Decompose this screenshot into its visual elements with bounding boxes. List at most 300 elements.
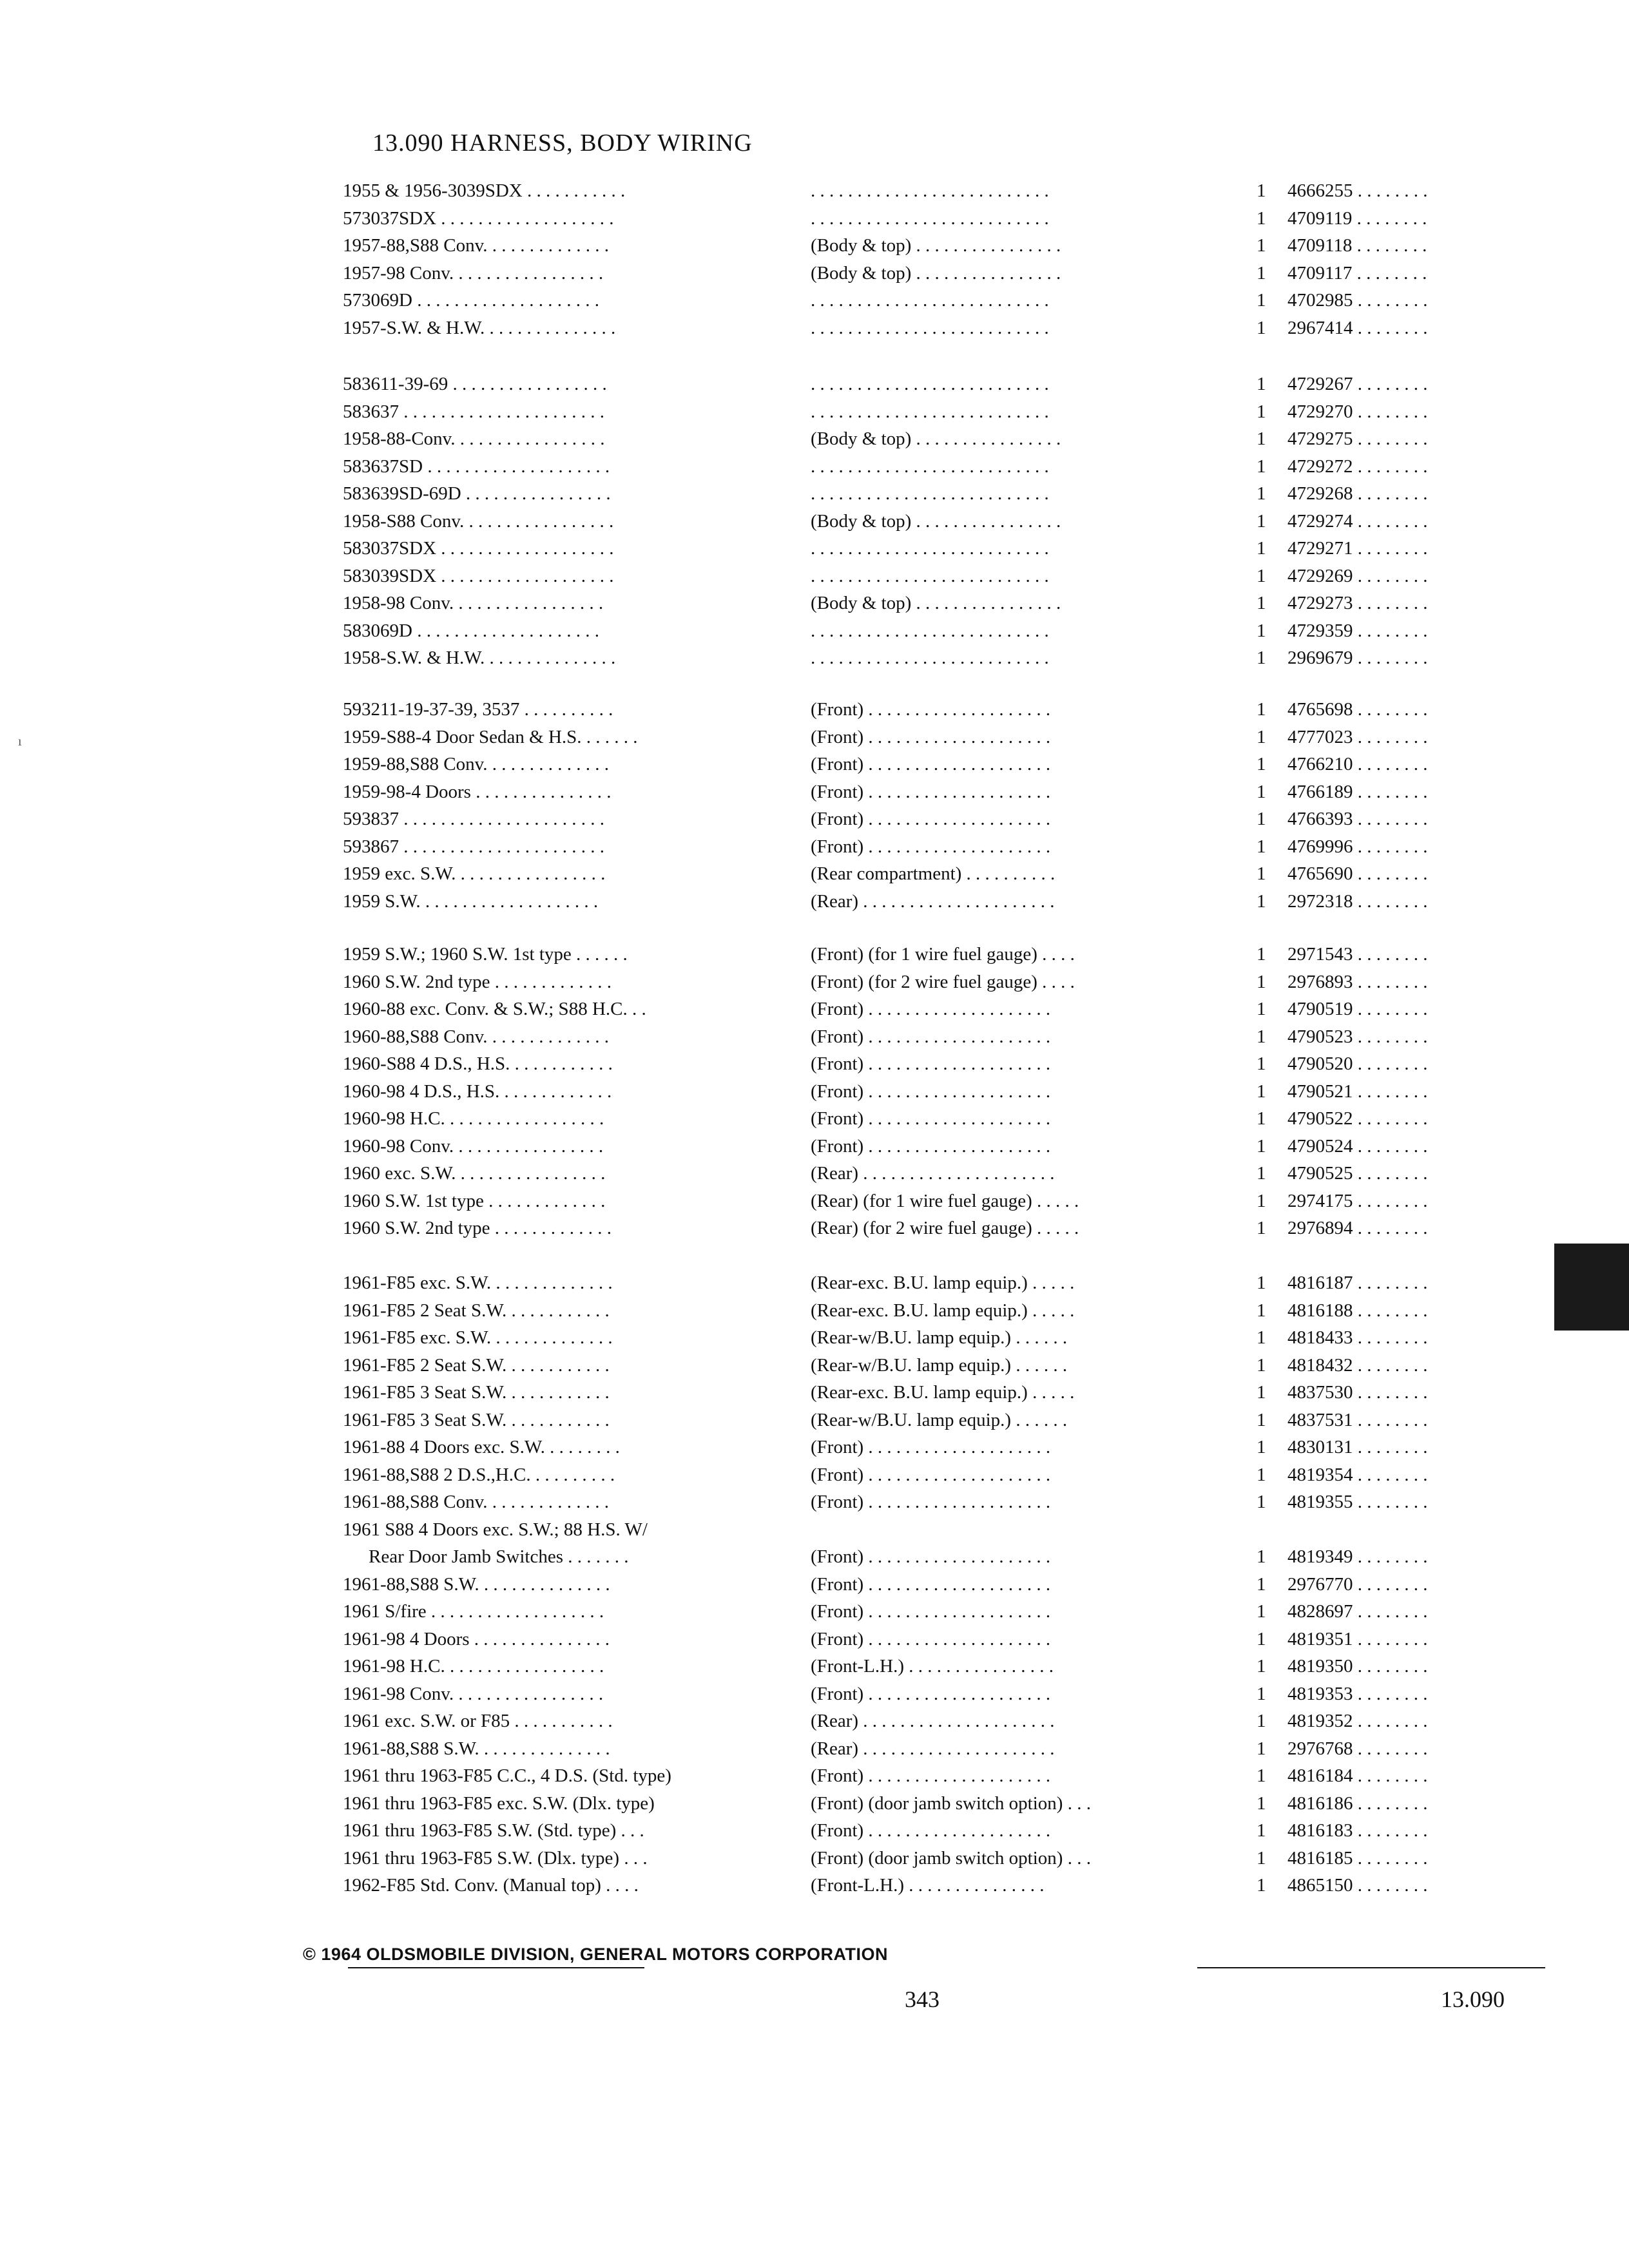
part-number: 4729267 . . . . . . . . <box>1287 374 1428 394</box>
model-description: 1957-88,S88 Conv. . . . . . . . . . . . . . <box>343 235 609 256</box>
quantity: 1 <box>1257 1108 1266 1129</box>
part-number: 4790522 . . . . . . . . <box>1287 1108 1428 1129</box>
table-row <box>343 1053 1541 1081</box>
part-number: 2969679 . . . . . . . . <box>1287 648 1428 668</box>
location-note: . . . . . . . . . . . . . . . . . . . . . . . . . . <box>811 207 1049 229</box>
location-note: (Body & top) . . . . . . . . . . . . . . . . <box>811 428 1061 449</box>
model-description: 1961-98 H.C. . . . . . . . . . . . . . . . . . <box>343 1656 604 1677</box>
page-number: 343 <box>905 1986 940 2012</box>
table-row <box>343 836 1541 864</box>
location-note: (Front) . . . . . . . . . . . . . . . . . . . . <box>811 1464 1051 1485</box>
part-number: 4819352 . . . . . . . . <box>1287 1711 1428 1731</box>
location-note: (Rear) (for 1 wire fuel gauge) . . . . . <box>811 1190 1079 1211</box>
model-description: 1959-S88-4 Door Sedan & H.S. . . . . . . <box>343 726 638 747</box>
table-row <box>343 208 1541 236</box>
location-note: (Front) . . . . . . . . . . . . . . . . . . . . <box>811 1108 1051 1129</box>
table-row <box>343 290 1541 318</box>
model-description: 1961-88,S88 Conv. . . . . . . . . . . . . . <box>343 1492 609 1512</box>
model-description: 1961 exc. S.W. or F85 . . . . . . . . . . . <box>343 1711 613 1731</box>
table-row <box>343 754 1541 782</box>
model-description: 1960 S.W. 2nd type . . . . . . . . . . . . . <box>343 971 612 992</box>
model-description: 1958-98 Conv. . . . . . . . . . . . . . . . . <box>343 593 604 613</box>
model-description: 583037SDX . . . . . . . . . . . . . . . . . . . <box>343 538 614 559</box>
part-number: 4790520 . . . . . . . . <box>1287 1053 1428 1074</box>
part-number: 4819349 . . . . . . . . <box>1287 1546 1428 1567</box>
part-number: 4816186 . . . . . . . . <box>1287 1792 1428 1814</box>
table-row <box>343 972 1541 999</box>
location-note: (Body & top) . . . . . . . . . . . . . . . . <box>811 235 1061 256</box>
model-description: 583611-39-69 . . . . . . . . . . . . . . . . . <box>343 374 607 394</box>
parts-group <box>343 374 1541 675</box>
table-row <box>343 1191 1541 1218</box>
quantity: 1 <box>1257 401 1266 422</box>
quantity: 1 <box>1257 235 1266 256</box>
model-description: 1960-98 H.C. . . . . . . . . . . . . . . . . . <box>343 1108 604 1129</box>
part-number: 2976770 . . . . . . . . <box>1287 1573 1428 1595</box>
quantity: 1 <box>1257 1601 1266 1622</box>
location-note: . . . . . . . . . . . . . . . . . . . . . . . . . . <box>811 456 1049 477</box>
part-number: 4729275 . . . . . . . . <box>1287 428 1428 449</box>
location-note: (Front) . . . . . . . . . . . . . . . . . . . . <box>811 1026 1051 1047</box>
part-number: 4790525 . . . . . . . . <box>1287 1163 1428 1184</box>
quantity: 1 <box>1257 290 1266 311</box>
part-number: 4729359 . . . . . . . . <box>1287 620 1428 641</box>
table-row <box>343 863 1541 891</box>
model-description: 593211-19-37-39, 3537 . . . . . . . . . . <box>343 699 613 720</box>
table-row <box>343 1382 1541 1410</box>
part-number: 4819355 . . . . . . . . <box>1287 1492 1428 1512</box>
quantity: 1 <box>1257 262 1266 284</box>
part-number: 4709119 . . . . . . . . <box>1287 207 1427 229</box>
model-description: 1961-F85 2 Seat S.W. . . . . . . . . . . . <box>343 1354 610 1376</box>
model-description: 1961 thru 1963-F85 exc. S.W. (Dlx. type) <box>343 1792 655 1814</box>
quantity: 1 <box>1257 1546 1266 1567</box>
location-note: (Rear) . . . . . . . . . . . . . . . . . . . . . <box>811 1738 1055 1759</box>
quantity: 1 <box>1257 374 1266 394</box>
quantity: 1 <box>1257 565 1266 586</box>
quantity: 1 <box>1257 620 1266 641</box>
parts-group <box>343 1273 1541 1903</box>
part-number: 4709118 . . . . . . . . <box>1287 235 1427 256</box>
model-description: 1960 exc. S.W. . . . . . . . . . . . . . . . . <box>343 1163 606 1184</box>
location-note: (Front) . . . . . . . . . . . . . . . . . . . . <box>811 1437 1051 1457</box>
table-row <box>343 620 1541 648</box>
quantity: 1 <box>1257 1053 1266 1074</box>
table-row <box>343 648 1541 675</box>
part-number: 4769996 . . . . . . . . <box>1287 836 1428 857</box>
quantity: 1 <box>1257 809 1266 829</box>
quantity: 1 <box>1257 317 1266 338</box>
location-note: (Front) . . . . . . . . . . . . . . . . . . . . <box>811 1573 1051 1595</box>
quantity: 1 <box>1257 648 1266 668</box>
part-number: 4766393 . . . . . . . . <box>1287 809 1428 829</box>
quantity: 1 <box>1257 699 1266 720</box>
quantity: 1 <box>1257 1738 1266 1759</box>
quantity: 1 <box>1257 999 1266 1019</box>
table-row <box>343 538 1541 566</box>
location-note: (Front) . . . . . . . . . . . . . . . . . . . . <box>811 1135 1051 1157</box>
table-row <box>343 483 1541 511</box>
table-row <box>343 1546 1541 1574</box>
part-number: 2976768 . . . . . . . . <box>1287 1738 1428 1759</box>
location-note: . . . . . . . . . . . . . . . . . . . . . . . . . . <box>811 290 1049 311</box>
quantity: 1 <box>1257 1026 1266 1047</box>
part-number: 4828697 . . . . . . . . <box>1287 1601 1428 1622</box>
location-note: (Front) . . . . . . . . . . . . . . . . . . . . <box>811 1683 1051 1704</box>
model-description: 1960-98 4 D.S., H.S. . . . . . . . . . . . . <box>343 1081 612 1102</box>
part-number: 2971543 . . . . . . . . <box>1287 944 1428 965</box>
location-note: (Front) . . . . . . . . . . . . . . . . . . . . <box>811 1492 1051 1512</box>
table-row <box>343 1875 1541 1903</box>
part-number: 4765690 . . . . . . . . <box>1287 863 1428 884</box>
table-row <box>343 593 1541 620</box>
model-description: 1961-F85 exc. S.W. . . . . . . . . . . . . . <box>343 1327 613 1348</box>
table-row <box>343 1437 1541 1465</box>
model-description: 1960 S.W. 2nd type . . . . . . . . . . . . . <box>343 1218 612 1238</box>
part-number: 4818432 . . . . . . . . <box>1287 1354 1428 1376</box>
quantity: 1 <box>1257 456 1266 477</box>
part-number: 4729273 . . . . . . . . <box>1287 593 1428 613</box>
quantity: 1 <box>1257 180 1266 201</box>
table-row <box>343 1793 1541 1821</box>
table-row <box>343 1848 1541 1876</box>
model-description: 583637 . . . . . . . . . . . . . . . . . . . . . . <box>343 401 604 422</box>
model-description: 1958-S.W. & H.W. . . . . . . . . . . . . . . <box>343 648 616 668</box>
quantity: 1 <box>1257 863 1266 884</box>
quantity: 1 <box>1257 538 1266 559</box>
part-number: 4709117 . . . . . . . . <box>1287 262 1427 284</box>
model-description: 1960-88,S88 Conv. . . . . . . . . . . . . . <box>343 1026 609 1047</box>
quantity: 1 <box>1257 1464 1266 1485</box>
table-row <box>343 1300 1541 1328</box>
part-number: 4837530 . . . . . . . . <box>1287 1382 1428 1403</box>
model-description: 1955 & 1956-3039SDX . . . . . . . . . . . <box>343 180 626 201</box>
model-description: 1957-S.W. & H.W. . . . . . . . . . . . . . . <box>343 317 616 338</box>
parts-group <box>343 944 1541 1245</box>
model-description: 1961-88,S88 S.W. . . . . . . . . . . . . . . <box>343 1573 610 1595</box>
table-row <box>343 1711 1541 1738</box>
location-note: (Rear) . . . . . . . . . . . . . . . . . . . . . <box>811 1711 1055 1731</box>
model-description: 1961 thru 1963-F85 C.C., 4 D.S. (Std. type) <box>343 1765 671 1786</box>
quantity: 1 <box>1257 781 1266 802</box>
model-description: 1961-F85 3 Seat S.W. . . . . . . . . . . . <box>343 1409 610 1430</box>
quantity: 1 <box>1257 1765 1266 1786</box>
table-row <box>343 263 1541 291</box>
model-description: 1959 exc. S.W. . . . . . . . . . . . . . . . . <box>343 863 606 884</box>
table-row <box>343 456 1541 484</box>
location-note: (Rear-w/B.U. lamp equip.) . . . . . . <box>811 1354 1068 1376</box>
table-row <box>343 1820 1541 1848</box>
location-note: (Body & top) . . . . . . . . . . . . . . . . <box>811 593 1061 613</box>
table-row <box>343 1108 1541 1136</box>
location-note: (Front) . . . . . . . . . . . . . . . . . . . . <box>811 999 1051 1019</box>
quantity: 1 <box>1257 1820 1266 1841</box>
table-row <box>343 428 1541 456</box>
table-row <box>343 1355 1541 1383</box>
model-description: 1961-88,S88 2 D.S.,H.C. . . . . . . . . . <box>343 1464 615 1485</box>
table-row <box>343 944 1541 972</box>
part-number: 4702985 . . . . . . . . <box>1287 290 1428 311</box>
table-row <box>343 401 1541 429</box>
location-note: (Front) . . . . . . . . . . . . . . . . . . . . <box>811 836 1051 857</box>
part-number: 2967414 . . . . . . . . <box>1287 317 1428 338</box>
quantity: 1 <box>1257 510 1266 532</box>
section-thumb-tab <box>1554 1244 1629 1331</box>
model-description: 573037SDX . . . . . . . . . . . . . . . . . . . <box>343 207 614 229</box>
footer-rule-left <box>348 1967 644 1968</box>
location-note: . . . . . . . . . . . . . . . . . . . . . . . . . . <box>811 317 1049 338</box>
table-row <box>343 1081 1541 1109</box>
location-note: . . . . . . . . . . . . . . . . . . . . . . . . . . <box>811 648 1049 668</box>
model-description: 573069D . . . . . . . . . . . . . . . . . . . . <box>343 290 599 311</box>
table-row <box>343 1656 1541 1684</box>
location-note: . . . . . . . . . . . . . . . . . . . . . . . . . . <box>811 620 1049 641</box>
table-row <box>343 1492 1541 1519</box>
section-code: 13.090 <box>1441 1986 1505 2012</box>
location-note: (Rear-exc. B.U. lamp equip.) . . . . . <box>811 1273 1075 1293</box>
quantity: 1 <box>1257 1847 1266 1869</box>
table-row <box>343 1410 1541 1437</box>
quantity: 1 <box>1257 944 1266 965</box>
model-description: 1962-F85 Std. Conv. (Manual top) . . . . <box>343 1875 639 1896</box>
quantity: 1 <box>1257 1656 1266 1677</box>
part-number: 4818433 . . . . . . . . <box>1287 1327 1428 1348</box>
location-note: (Front) . . . . . . . . . . . . . . . . . . . . <box>811 1546 1051 1567</box>
table-row <box>343 180 1541 208</box>
footer-rule-right <box>1197 1967 1545 1968</box>
model-description: 1960-98 Conv. . . . . . . . . . . . . . . . . <box>343 1135 604 1157</box>
model-description: 1959 S.W.; 1960 S.W. 1st type . . . . . . <box>343 944 628 965</box>
model-description: 1961 thru 1963-F85 S.W. (Dlx. type) . . . <box>343 1847 648 1869</box>
quantity: 1 <box>1257 428 1266 449</box>
part-number: 4790521 . . . . . . . . <box>1287 1081 1428 1102</box>
quantity: 1 <box>1257 1437 1266 1457</box>
model-description: 1961 S/fire . . . . . . . . . . . . . . . . . . . <box>343 1601 604 1622</box>
part-number: 4666255 . . . . . . . . <box>1287 180 1428 201</box>
part-number: 4865150 . . . . . . . . <box>1287 1875 1428 1896</box>
quantity: 1 <box>1257 1135 1266 1157</box>
table-row <box>343 1163 1541 1191</box>
model-description: 1958-S88 Conv. . . . . . . . . . . . . . . . . <box>343 510 614 532</box>
quantity: 1 <box>1257 971 1266 992</box>
table-row <box>343 1273 1541 1300</box>
table-row <box>343 1574 1541 1602</box>
table-row <box>343 235 1541 263</box>
location-note: (Front) . . . . . . . . . . . . . . . . . . . . <box>811 1628 1051 1649</box>
location-note: (Front) (door jamb switch option) . . . <box>811 1792 1091 1814</box>
table-row <box>343 1601 1541 1629</box>
margin-mark: ı <box>18 735 22 749</box>
model-description: 1961-F85 3 Seat S.W. . . . . . . . . . . . <box>343 1382 610 1403</box>
location-note: (Front) (for 2 wire fuel gauge) . . . . <box>811 971 1075 992</box>
location-note: (Rear) . . . . . . . . . . . . . . . . . . . . . <box>811 890 1055 912</box>
table-row <box>343 1465 1541 1492</box>
model-description: 1961-98 Conv. . . . . . . . . . . . . . . . . <box>343 1683 604 1704</box>
table-row <box>343 1026 1541 1054</box>
table-row <box>343 511 1541 539</box>
model-description: 1961 thru 1963-F85 S.W. (Std. type) . . . <box>343 1820 644 1841</box>
model-description: 1960 S.W. 1st type . . . . . . . . . . . . . <box>343 1190 606 1211</box>
model-description: 1959-98-4 Doors . . . . . . . . . . . . . . . <box>343 781 612 802</box>
location-note: (Front) . . . . . . . . . . . . . . . . . . . . <box>811 726 1051 747</box>
model-description: 583637SD . . . . . . . . . . . . . . . . . . . . <box>343 456 610 477</box>
model-description: 1961-F85 exc. S.W. . . . . . . . . . . . . . <box>343 1273 613 1293</box>
model-description: 583639SD-69D . . . . . . . . . . . . . . . . <box>343 483 611 504</box>
model-description: 1960-S88 4 D.S., H.S. . . . . . . . . . . . <box>343 1053 613 1074</box>
model-description: 593867 . . . . . . . . . . . . . . . . . . . . . . <box>343 836 604 857</box>
part-number: 2976893 . . . . . . . . <box>1287 971 1428 992</box>
part-number: 4729272 . . . . . . . . <box>1287 456 1428 477</box>
table-row <box>343 374 1541 401</box>
part-number: 4766210 . . . . . . . . <box>1287 754 1428 774</box>
table-row <box>343 1327 1541 1355</box>
table-row <box>343 727 1541 754</box>
location-note: (Front) . . . . . . . . . . . . . . . . . . . . <box>811 1081 1051 1102</box>
part-number: 4837531 . . . . . . . . <box>1287 1409 1428 1430</box>
model-description: 1959-88,S88 Conv. . . . . . . . . . . . . . <box>343 754 609 774</box>
table-row <box>343 999 1541 1026</box>
location-note: . . . . . . . . . . . . . . . . . . . . . . . . . . <box>811 565 1049 586</box>
part-number: 4766189 . . . . . . . . <box>1287 781 1428 802</box>
part-number: 2976894 . . . . . . . . <box>1287 1218 1428 1238</box>
table-row <box>343 1738 1541 1766</box>
part-number: 4790519 . . . . . . . . <box>1287 999 1428 1019</box>
quantity: 1 <box>1257 207 1266 229</box>
part-number: 4729270 . . . . . . . . <box>1287 401 1428 422</box>
location-note: (Front) . . . . . . . . . . . . . . . . . . . . <box>811 699 1051 720</box>
location-note: (Rear-w/B.U. lamp equip.) . . . . . . <box>811 1327 1068 1348</box>
model-description: 1961-98 4 Doors . . . . . . . . . . . . . . . <box>343 1628 610 1649</box>
location-note: (Front) . . . . . . . . . . . . . . . . . . . . <box>811 1820 1051 1841</box>
location-note: (Front) . . . . . . . . . . . . . . . . . . . . <box>811 754 1051 774</box>
location-note: (Body & top) . . . . . . . . . . . . . . . . <box>811 510 1061 532</box>
part-number: 4819354 . . . . . . . . <box>1287 1464 1428 1485</box>
table-row <box>343 1218 1541 1245</box>
quantity: 1 <box>1257 836 1266 857</box>
model-description: 1961-88 4 Doors exc. S.W. . . . . . . . . <box>343 1437 620 1457</box>
part-number: 2974175 . . . . . . . . <box>1287 1190 1428 1211</box>
location-note: (Rear-w/B.U. lamp equip.) . . . . . . <box>811 1409 1068 1430</box>
table-row <box>343 318 1541 345</box>
part-number: 4819351 . . . . . . . . <box>1287 1628 1428 1649</box>
model-description: Rear Door Jamb Switches . . . . . . . <box>369 1546 629 1567</box>
part-number: 4819350 . . . . . . . . <box>1287 1656 1428 1677</box>
location-note: (Front) (door jamb switch option) . . . <box>811 1847 1091 1869</box>
quantity: 1 <box>1257 726 1266 747</box>
model-description: 1961-F85 2 Seat S.W. . . . . . . . . . . . <box>343 1300 610 1321</box>
model-description: 583039SDX . . . . . . . . . . . . . . . . . . . <box>343 565 614 586</box>
part-number: 4729274 . . . . . . . . <box>1287 510 1428 532</box>
part-number: 4777023 . . . . . . . . <box>1287 726 1428 747</box>
quantity: 1 <box>1257 1711 1266 1731</box>
location-note: (Front) . . . . . . . . . . . . . . . . . . . . <box>811 781 1051 802</box>
quantity: 1 <box>1257 1218 1266 1238</box>
part-number: 4816188 . . . . . . . . <box>1287 1300 1428 1321</box>
quantity: 1 <box>1257 1327 1266 1348</box>
model-description: 1961-88,S88 S.W. . . . . . . . . . . . . . . <box>343 1738 610 1759</box>
location-note: (Front) . . . . . . . . . . . . . . . . . . . . <box>811 1765 1051 1786</box>
part-number: 4729269 . . . . . . . . <box>1287 565 1428 586</box>
quantity: 1 <box>1257 593 1266 613</box>
location-note: . . . . . . . . . . . . . . . . . . . . . . . . . . <box>811 180 1049 201</box>
part-number: 4819353 . . . . . . . . <box>1287 1683 1428 1704</box>
model-description: 1957-98 Conv. . . . . . . . . . . . . . . . . <box>343 262 604 284</box>
quantity: 1 <box>1257 1190 1266 1211</box>
table-row <box>343 809 1541 836</box>
location-note: . . . . . . . . . . . . . . . . . . . . . . . . . . <box>811 538 1049 559</box>
part-number: 4729271 . . . . . . . . <box>1287 538 1428 559</box>
part-number: 4765698 . . . . . . . . <box>1287 699 1428 720</box>
table-row <box>343 1629 1541 1657</box>
location-note: (Front-L.H.) . . . . . . . . . . . . . . . <box>811 1875 1045 1896</box>
location-note: (Front) . . . . . . . . . . . . . . . . . . . . <box>811 1601 1051 1622</box>
location-note: (Rear compartment) . . . . . . . . . . <box>811 863 1055 884</box>
model-description: 593837 . . . . . . . . . . . . . . . . . . . . . . <box>343 809 604 829</box>
location-note: (Body & top) . . . . . . . . . . . . . . . . <box>811 262 1061 284</box>
location-note: . . . . . . . . . . . . . . . . . . . . . . . . . . <box>811 374 1049 394</box>
part-number: 4816187 . . . . . . . . <box>1287 1273 1428 1293</box>
table-row <box>343 1519 1541 1547</box>
table-row <box>343 566 1541 593</box>
quantity: 1 <box>1257 483 1266 504</box>
quantity: 1 <box>1257 1163 1266 1184</box>
table-row <box>343 1765 1541 1793</box>
parts-group <box>343 180 1541 345</box>
location-note: . . . . . . . . . . . . . . . . . . . . . . . . . . <box>811 401 1049 422</box>
part-number: 4816184 . . . . . . . . <box>1287 1765 1428 1786</box>
quantity: 1 <box>1257 1382 1266 1403</box>
location-note: . . . . . . . . . . . . . . . . . . . . . . . . . . <box>811 483 1049 504</box>
table-row <box>343 699 1541 727</box>
location-note: (Rear) . . . . . . . . . . . . . . . . . . . . . <box>811 1163 1055 1184</box>
table-row <box>343 891 1541 919</box>
quantity: 1 <box>1257 1683 1266 1704</box>
part-number: 4729268 . . . . . . . . <box>1287 483 1428 504</box>
quantity: 1 <box>1257 1573 1266 1595</box>
table-row <box>343 1136 1541 1164</box>
location-note: (Rear) (for 2 wire fuel gauge) . . . . . <box>811 1218 1079 1238</box>
location-note: (Front) (for 1 wire fuel gauge) . . . . <box>811 944 1075 965</box>
parts-group <box>343 699 1541 918</box>
table-row <box>343 1684 1541 1711</box>
model-description: 1959 S.W. . . . . . . . . . . . . . . . . . . . <box>343 890 599 912</box>
location-note: (Front) . . . . . . . . . . . . . . . . . . . . <box>811 809 1051 829</box>
model-description: 1958-88-Conv. . . . . . . . . . . . . . . . . <box>343 428 605 449</box>
quantity: 1 <box>1257 1628 1266 1649</box>
quantity: 1 <box>1257 1354 1266 1376</box>
part-number: 4830131 . . . . . . . . <box>1287 1437 1428 1457</box>
part-number: 4790524 . . . . . . . . <box>1287 1135 1428 1157</box>
quantity: 1 <box>1257 1792 1266 1814</box>
location-note: (Rear-exc. B.U. lamp equip.) . . . . . <box>811 1300 1075 1321</box>
quantity: 1 <box>1257 890 1266 912</box>
quantity: 1 <box>1257 1409 1266 1430</box>
table-row <box>343 782 1541 809</box>
quantity: 1 <box>1257 1081 1266 1102</box>
part-number: 4816183 . . . . . . . . <box>1287 1820 1428 1841</box>
model-description: 1960-88 exc. Conv. & S.W.; S88 H.C. . . <box>343 999 646 1019</box>
part-number: 4790523 . . . . . . . . <box>1287 1026 1428 1047</box>
location-note: (Front-L.H.) . . . . . . . . . . . . . . . . <box>811 1656 1054 1677</box>
copyright-notice: © 1964 OLDSMOBILE DIVISION, GENERAL MOTORS CORPORATION <box>303 1945 889 1964</box>
location-note: (Rear-exc. B.U. lamp equip.) . . . . . <box>811 1382 1075 1403</box>
part-number: 4816185 . . . . . . . . <box>1287 1847 1428 1869</box>
part-number: 2972318 . . . . . . . . <box>1287 890 1428 912</box>
quantity: 1 <box>1257 754 1266 774</box>
quantity: 1 <box>1257 1875 1266 1896</box>
location-note: (Front) . . . . . . . . . . . . . . . . . . . . <box>811 1053 1051 1074</box>
quantity: 1 <box>1257 1492 1266 1512</box>
